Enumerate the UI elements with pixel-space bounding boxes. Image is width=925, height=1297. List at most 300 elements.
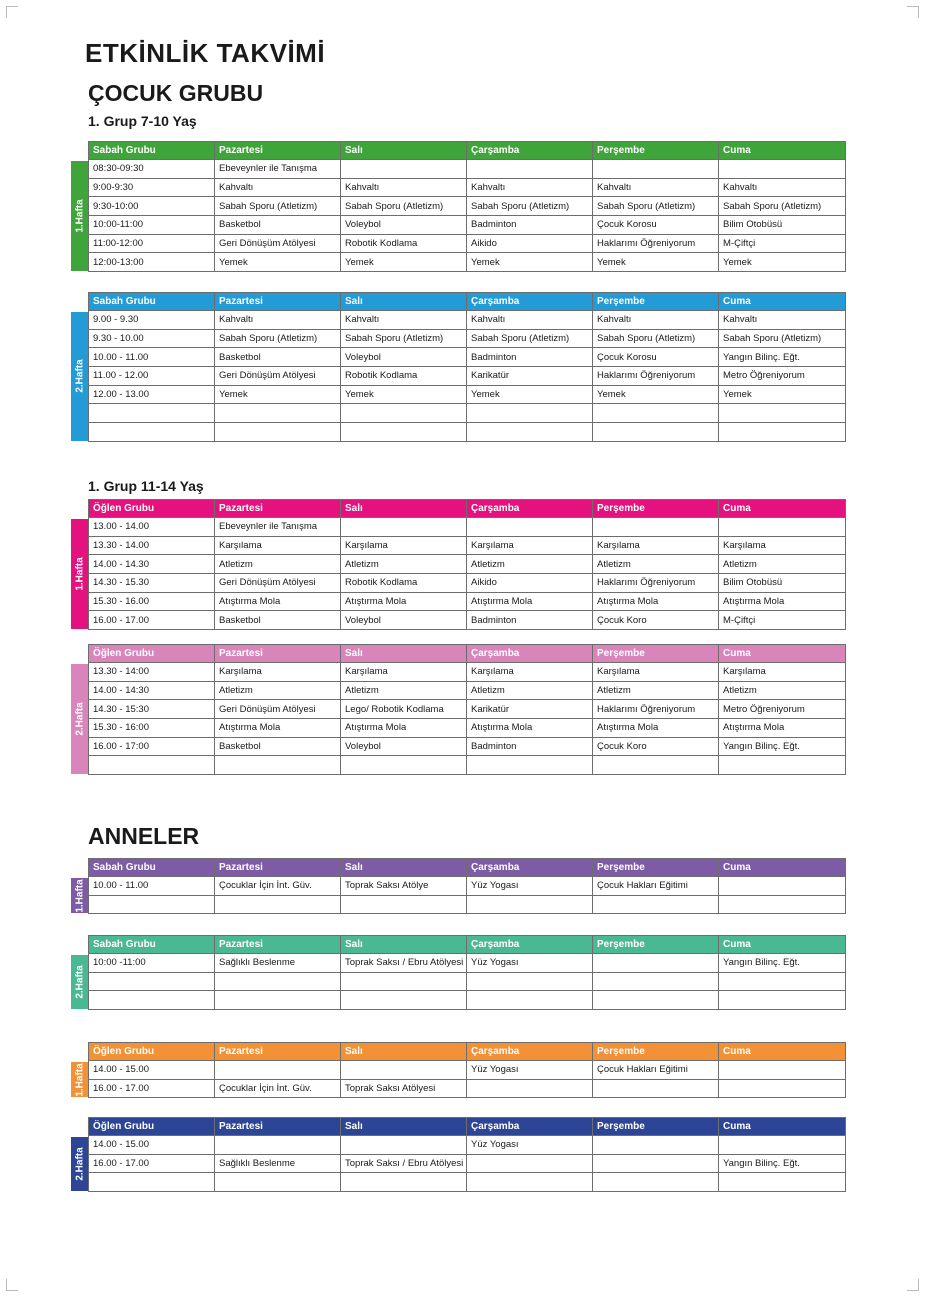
header-cell-day: Perşembe: [593, 936, 719, 954]
activity-cell: [719, 423, 846, 442]
schedule-block: [71, 1042, 845, 1097]
activity-cell: Basketbol: [215, 737, 341, 756]
header-cell-day: Salı: [341, 645, 467, 663]
activity-cell: Yüz Yogası: [467, 1136, 593, 1155]
activity-cell: Atıştırma Mola: [719, 719, 846, 738]
time-cell: 16.00 - 17.00: [89, 1079, 215, 1098]
time-cell: 13.00 - 14.00: [89, 518, 215, 537]
week-bar: [71, 161, 88, 271]
week-label: 1.Hafta: [74, 199, 85, 233]
activity-cell: Sabah Sporu (Atletizm): [215, 197, 341, 216]
table-row: [89, 404, 846, 423]
schedule-block: [71, 141, 845, 271]
time-cell: 14.00 - 14.30: [89, 555, 215, 574]
activity-cell: Haklarımı Öğreniyorum: [593, 234, 719, 253]
activity-cell: Atletizm: [467, 555, 593, 574]
activity-cell: [341, 895, 467, 914]
activity-cell: Yemek: [719, 385, 846, 404]
activity-cell: [719, 1061, 846, 1080]
activity-cell: Yüz Yogası: [467, 954, 593, 973]
header-cell-day: Pazartesi: [215, 293, 341, 311]
header-cell-day: Salı: [341, 500, 467, 518]
activity-cell: Atletizm: [593, 681, 719, 700]
activity-cell: Atıştırma Mola: [467, 592, 593, 611]
activity-cell: [215, 756, 341, 775]
week-label: 1.Hafta: [74, 1063, 85, 1097]
header-cell-day: Çarşamba: [467, 500, 593, 518]
activity-cell: Karşılama: [593, 663, 719, 682]
header-cell-day: Salı: [341, 1118, 467, 1136]
activity-cell: Kahvaltı: [593, 178, 719, 197]
week-bar: [71, 1137, 88, 1191]
activity-cell: Kahvaltı: [719, 178, 846, 197]
activity-cell: Voleybol: [341, 216, 467, 235]
header-cell-day: Perşembe: [593, 293, 719, 311]
time-cell: 16.00 - 17:00: [89, 737, 215, 756]
schedule-block: [71, 935, 845, 1009]
activity-cell: [341, 518, 467, 537]
header-cell-group: Öğlen Grubu: [89, 500, 215, 518]
activity-cell: Atletizm: [215, 555, 341, 574]
activity-cell: Badminton: [467, 737, 593, 756]
schedule-table: [88, 292, 846, 442]
activity-cell: [719, 1079, 846, 1098]
activity-cell: Sabah Sporu (Atletizm): [215, 329, 341, 348]
activity-cell: [719, 1136, 846, 1155]
activity-cell: Çocuk Korosu: [593, 216, 719, 235]
time-cell: 14.30 - 15.30: [89, 574, 215, 593]
table-row: [89, 972, 846, 991]
activity-cell: [215, 1173, 341, 1192]
time-cell: 14.30 - 15:30: [89, 700, 215, 719]
activity-cell: [593, 991, 719, 1010]
activity-cell: Sağlıklı Beslenme: [215, 1154, 341, 1173]
header-cell-day: Perşembe: [593, 1118, 719, 1136]
activity-cell: Yangın Bilinç. Eğt.: [719, 1154, 846, 1173]
activity-cell: Karikatür: [467, 700, 593, 719]
activity-cell: [467, 518, 593, 537]
header-cell-day: Pazartesi: [215, 1043, 341, 1061]
table-row: [89, 756, 846, 775]
activity-cell: Atıştırma Mola: [215, 592, 341, 611]
activity-cell: [341, 404, 467, 423]
time-cell: 13.30 - 14.00: [89, 536, 215, 555]
activity-cell: [467, 991, 593, 1010]
activity-cell: Badminton: [467, 348, 593, 367]
time-cell: 15.30 - 16:00: [89, 719, 215, 738]
activity-cell: Kahvaltı: [467, 178, 593, 197]
activity-cell: Metro Öğreniyorum: [719, 367, 846, 386]
schedule-block: [71, 499, 845, 629]
activity-cell: M-Çiftçi: [719, 234, 846, 253]
time-cell: 12.00 - 13.00: [89, 385, 215, 404]
time-cell: 12:00-13:00: [89, 253, 215, 272]
time-cell: 10:00-11:00: [89, 216, 215, 235]
activity-cell: Yemek: [215, 385, 341, 404]
header-cell-day: Çarşamba: [467, 645, 593, 663]
activity-cell: [593, 1079, 719, 1098]
activity-cell: [341, 1061, 467, 1080]
time-cell: 08:30-09:30: [89, 160, 215, 179]
activity-cell: [215, 423, 341, 442]
header-cell-day: Salı: [341, 859, 467, 877]
header-cell-group: Sabah Grubu: [89, 142, 215, 160]
schedule-table: [88, 499, 846, 630]
header-cell-group: Öğlen Grubu: [89, 1043, 215, 1061]
activity-cell: [593, 895, 719, 914]
activity-cell: Ebeveynler ile Tanışma: [215, 160, 341, 179]
activity-cell: Atıştırma Mola: [341, 719, 467, 738]
time-cell: 11:00-12:00: [89, 234, 215, 253]
week-bar: [71, 878, 88, 913]
table-row: [89, 700, 846, 719]
activity-cell: [467, 1154, 593, 1173]
activity-cell: Kahvaltı: [719, 311, 846, 330]
activity-cell: [593, 1136, 719, 1155]
activity-cell: Atıştırma Mola: [467, 719, 593, 738]
table-header-row: [89, 293, 846, 311]
activity-cell: [593, 1154, 719, 1173]
activity-cell: [467, 1079, 593, 1098]
time-cell: 14.00 - 14:30: [89, 681, 215, 700]
activity-cell: Yemek: [341, 253, 467, 272]
header-cell-day: Cuma: [719, 142, 846, 160]
table-row: [89, 234, 846, 253]
activity-cell: Karşılama: [719, 663, 846, 682]
activity-cell: Karşılama: [467, 536, 593, 555]
activity-cell: Karikatür: [467, 367, 593, 386]
activity-cell: [593, 756, 719, 775]
activity-cell: Atletizm: [593, 555, 719, 574]
activity-cell: Atletizm: [719, 681, 846, 700]
activity-cell: Geri Dönüşüm Atölyesi: [215, 574, 341, 593]
activity-cell: Bilim Otobüsü: [719, 574, 846, 593]
section-title-mothers: ANNELER: [88, 823, 200, 849]
header-cell-day: Pazartesi: [215, 936, 341, 954]
activity-cell: [719, 895, 846, 914]
time-cell: [89, 895, 215, 914]
table-header-row: [89, 1043, 846, 1061]
time-cell: 14.00 - 15.00: [89, 1061, 215, 1080]
activity-cell: Atletizm: [719, 555, 846, 574]
header-cell-day: Çarşamba: [467, 859, 593, 877]
schedule-block: [71, 644, 845, 774]
table-header-row: [89, 645, 846, 663]
time-cell: [89, 404, 215, 423]
activity-cell: [215, 895, 341, 914]
header-cell-day: Salı: [341, 142, 467, 160]
time-cell: 16.00 - 17.00: [89, 611, 215, 630]
activity-cell: Yemek: [467, 385, 593, 404]
activity-cell: Basketbol: [215, 348, 341, 367]
activity-cell: Sabah Sporu (Atletizm): [719, 197, 846, 216]
activity-cell: [467, 404, 593, 423]
table-row: [89, 1061, 846, 1080]
table-row: [89, 1136, 846, 1155]
table-row: [89, 611, 846, 630]
week-label: 2.Hafta: [74, 702, 85, 736]
activity-cell: Haklarımı Öğreniyorum: [593, 700, 719, 719]
activity-cell: [719, 404, 846, 423]
week-label: 2.Hafta: [74, 1147, 85, 1181]
header-cell-day: Çarşamba: [467, 1043, 593, 1061]
header-cell-day: Cuma: [719, 645, 846, 663]
header-cell-day: Cuma: [719, 1118, 846, 1136]
activity-cell: [467, 160, 593, 179]
activity-cell: [341, 756, 467, 775]
crop-mark-bottom-left: [6, 1279, 18, 1291]
activity-cell: M-Çiftçi: [719, 611, 846, 630]
header-cell-day: Çarşamba: [467, 1118, 593, 1136]
time-cell: 10.00 - 11.00: [89, 348, 215, 367]
time-cell: 9:00-9:30: [89, 178, 215, 197]
time-cell: [89, 423, 215, 442]
activity-cell: Yemek: [215, 253, 341, 272]
table-row: [89, 954, 846, 973]
section-title-children: ÇOCUK GRUBU: [88, 80, 264, 106]
activity-cell: Yangın Bilinç. Eğt.: [719, 737, 846, 756]
activity-cell: Atıştırma Mola: [215, 719, 341, 738]
table-row: [89, 536, 846, 555]
header-cell-day: Salı: [341, 936, 467, 954]
activity-cell: Karşılama: [467, 663, 593, 682]
activity-cell: Ebeveynler ile Tanışma: [215, 518, 341, 537]
activity-cell: Yüz Yogası: [467, 1061, 593, 1080]
week-label: 2.Hafta: [74, 965, 85, 999]
time-cell: 11.00 - 12.00: [89, 367, 215, 386]
header-cell-day: Cuma: [719, 936, 846, 954]
activity-cell: Aikido: [467, 234, 593, 253]
table-row: [89, 737, 846, 756]
activity-cell: Kahvaltı: [467, 311, 593, 330]
header-cell-day: Pazartesi: [215, 142, 341, 160]
week-bar: [71, 312, 88, 441]
activity-cell: Sabah Sporu (Atletizm): [719, 329, 846, 348]
activity-cell: Toprak Saksı / Ebru Atölyesi: [341, 954, 467, 973]
table-row: [89, 178, 846, 197]
activity-cell: [719, 518, 846, 537]
header-cell-day: Çarşamba: [467, 936, 593, 954]
activity-cell: Kahvaltı: [341, 311, 467, 330]
activity-cell: Sabah Sporu (Atletizm): [593, 197, 719, 216]
table-row: [89, 367, 846, 386]
table-row: [89, 719, 846, 738]
activity-cell: Robotik Kodlama: [341, 367, 467, 386]
time-cell: 9.00 - 9.30: [89, 311, 215, 330]
activity-cell: Yemek: [719, 253, 846, 272]
header-cell-day: Cuma: [719, 859, 846, 877]
activity-cell: Geri Dönüşüm Atölyesi: [215, 700, 341, 719]
time-cell: 9.30 - 10.00: [89, 329, 215, 348]
activity-cell: [593, 423, 719, 442]
header-cell-day: Pazartesi: [215, 859, 341, 877]
activity-cell: Atıştırma Mola: [593, 592, 719, 611]
table-row: [89, 574, 846, 593]
schedule-block: [71, 1117, 845, 1191]
activity-cell: Çocuk Koro: [593, 611, 719, 630]
table-row: [89, 895, 846, 914]
activity-cell: Sabah Sporu (Atletizm): [467, 197, 593, 216]
table-row: [89, 160, 846, 179]
activity-cell: Badminton: [467, 611, 593, 630]
activity-cell: Yemek: [593, 253, 719, 272]
activity-cell: Atıştırma Mola: [593, 719, 719, 738]
activity-cell: Sabah Sporu (Atletizm): [341, 197, 467, 216]
time-cell: 10.00 - 11.00: [89, 877, 215, 896]
table-row: [89, 216, 846, 235]
activity-cell: Karşılama: [341, 536, 467, 555]
activity-cell: [215, 1061, 341, 1080]
time-cell: 15.30 - 16.00: [89, 592, 215, 611]
activity-cell: Lego/ Robotik Kodlama: [341, 700, 467, 719]
activity-cell: [719, 972, 846, 991]
activity-cell: [341, 160, 467, 179]
activity-cell: Basketbol: [215, 611, 341, 630]
activity-cell: Yemek: [593, 385, 719, 404]
schedule-table: [88, 858, 846, 914]
time-cell: 10:00 -11:00: [89, 954, 215, 973]
activity-cell: [467, 423, 593, 442]
table-row: [89, 1154, 846, 1173]
table-header-row: [89, 142, 846, 160]
activity-cell: Karşılama: [719, 536, 846, 555]
activity-cell: Atıştırma Mola: [719, 592, 846, 611]
activity-cell: [215, 404, 341, 423]
activity-cell: [593, 1173, 719, 1192]
activity-cell: [467, 1173, 593, 1192]
schedule-table: [88, 141, 846, 272]
table-row: [89, 592, 846, 611]
activity-cell: Toprak Saksı Atölyesi: [341, 1079, 467, 1098]
time-cell: 16.00 - 17.00: [89, 1154, 215, 1173]
activity-cell: [341, 972, 467, 991]
time-cell: [89, 1173, 215, 1192]
header-cell-day: Cuma: [719, 1043, 846, 1061]
activity-cell: Atletizm: [215, 681, 341, 700]
activity-cell: Yüz Yogası: [467, 877, 593, 896]
activity-cell: [593, 160, 719, 179]
header-cell-day: Cuma: [719, 293, 846, 311]
activity-cell: [467, 756, 593, 775]
activity-cell: [341, 1173, 467, 1192]
schedule-table: [88, 1117, 846, 1192]
table-row: [89, 311, 846, 330]
table-row: [89, 991, 846, 1010]
activity-cell: Basketbol: [215, 216, 341, 235]
activity-cell: Toprak Saksı Atölye: [341, 877, 467, 896]
table-header-row: [89, 859, 846, 877]
time-cell: [89, 991, 215, 1010]
crop-mark-top-left: [6, 6, 18, 18]
activity-cell: [719, 877, 846, 896]
table-row: [89, 348, 846, 367]
activity-cell: Çocuk Koro: [593, 737, 719, 756]
schedule-table: [88, 644, 846, 775]
page-title: ETKİNLİK TAKVİMİ: [85, 38, 326, 68]
week-bar: [71, 955, 88, 1009]
crop-mark-bottom-right: [907, 1279, 919, 1291]
activity-cell: Toprak Saksı / Ebru Atölyesi: [341, 1154, 467, 1173]
activity-cell: [719, 160, 846, 179]
group-title-7-10: 1. Grup 7-10 Yaş: [88, 113, 197, 129]
header-cell-day: Pazartesi: [215, 500, 341, 518]
table-row: [89, 681, 846, 700]
week-bar: [71, 1062, 88, 1097]
activity-cell: Yemek: [341, 385, 467, 404]
activity-cell: Kahvaltı: [341, 178, 467, 197]
time-cell: [89, 756, 215, 775]
activity-cell: Robotik Kodlama: [341, 574, 467, 593]
table-row: [89, 1173, 846, 1192]
activity-cell: [593, 954, 719, 973]
activity-cell: Sabah Sporu (Atletizm): [467, 329, 593, 348]
header-cell-day: Çarşamba: [467, 293, 593, 311]
activity-cell: Aikido: [467, 574, 593, 593]
table-row: [89, 385, 846, 404]
activity-cell: [593, 972, 719, 991]
header-cell-group: Sabah Grubu: [89, 293, 215, 311]
activity-cell: Atletizm: [467, 681, 593, 700]
activity-cell: Karşılama: [341, 663, 467, 682]
activity-cell: [719, 756, 846, 775]
header-cell-day: Çarşamba: [467, 142, 593, 160]
activity-cell: Geri Dönüşüm Atölyesi: [215, 234, 341, 253]
table-row: [89, 663, 846, 682]
week-label: 1.Hafta: [74, 557, 85, 591]
schedule-block: [71, 858, 845, 913]
activity-cell: Çocuk Hakları Eğitimi: [593, 877, 719, 896]
table-row: [89, 555, 846, 574]
table-row: [89, 423, 846, 442]
activity-cell: Voleybol: [341, 611, 467, 630]
activity-cell: Çocuk Hakları Eğitimi: [593, 1061, 719, 1080]
group-title-11-14: 1. Grup 11-14 Yaş: [88, 478, 204, 494]
activity-cell: Sabah Sporu (Atletizm): [593, 329, 719, 348]
activity-cell: Çocuk Korosu: [593, 348, 719, 367]
schedule-block: [71, 292, 845, 441]
header-cell-day: Salı: [341, 1043, 467, 1061]
header-cell-group: Öğlen Grubu: [89, 1118, 215, 1136]
header-cell-day: Pazartesi: [215, 645, 341, 663]
activity-cell: Atıştırma Mola: [341, 592, 467, 611]
activity-cell: Geri Dönüşüm Atölyesi: [215, 367, 341, 386]
header-cell-day: Perşembe: [593, 142, 719, 160]
header-cell-group: Öğlen Grubu: [89, 645, 215, 663]
activity-cell: [341, 991, 467, 1010]
header-cell-day: Pazartesi: [215, 1118, 341, 1136]
activity-cell: Haklarımı Öğreniyorum: [593, 574, 719, 593]
activity-cell: Sabah Sporu (Atletizm): [341, 329, 467, 348]
week-label: 1.Hafta: [74, 879, 85, 913]
activity-cell: Çocuklar İçin İnt. Güv.: [215, 1079, 341, 1098]
activity-cell: Robotik Kodlama: [341, 234, 467, 253]
activity-cell: Karşılama: [593, 536, 719, 555]
activity-cell: Yemek: [467, 253, 593, 272]
activity-cell: Atletizm: [341, 681, 467, 700]
table-row: [89, 518, 846, 537]
header-cell-day: Salı: [341, 293, 467, 311]
header-cell-day: Perşembe: [593, 645, 719, 663]
activity-cell: [467, 972, 593, 991]
activity-cell: Metro Öğreniyorum: [719, 700, 846, 719]
activity-cell: [215, 1136, 341, 1155]
crop-mark-top-right: [907, 6, 919, 18]
time-cell: [89, 972, 215, 991]
time-cell: 9:30-10:00: [89, 197, 215, 216]
week-label: 2.Hafta: [74, 359, 85, 394]
table-header-row: [89, 500, 846, 518]
schedule-table: [88, 935, 846, 1010]
